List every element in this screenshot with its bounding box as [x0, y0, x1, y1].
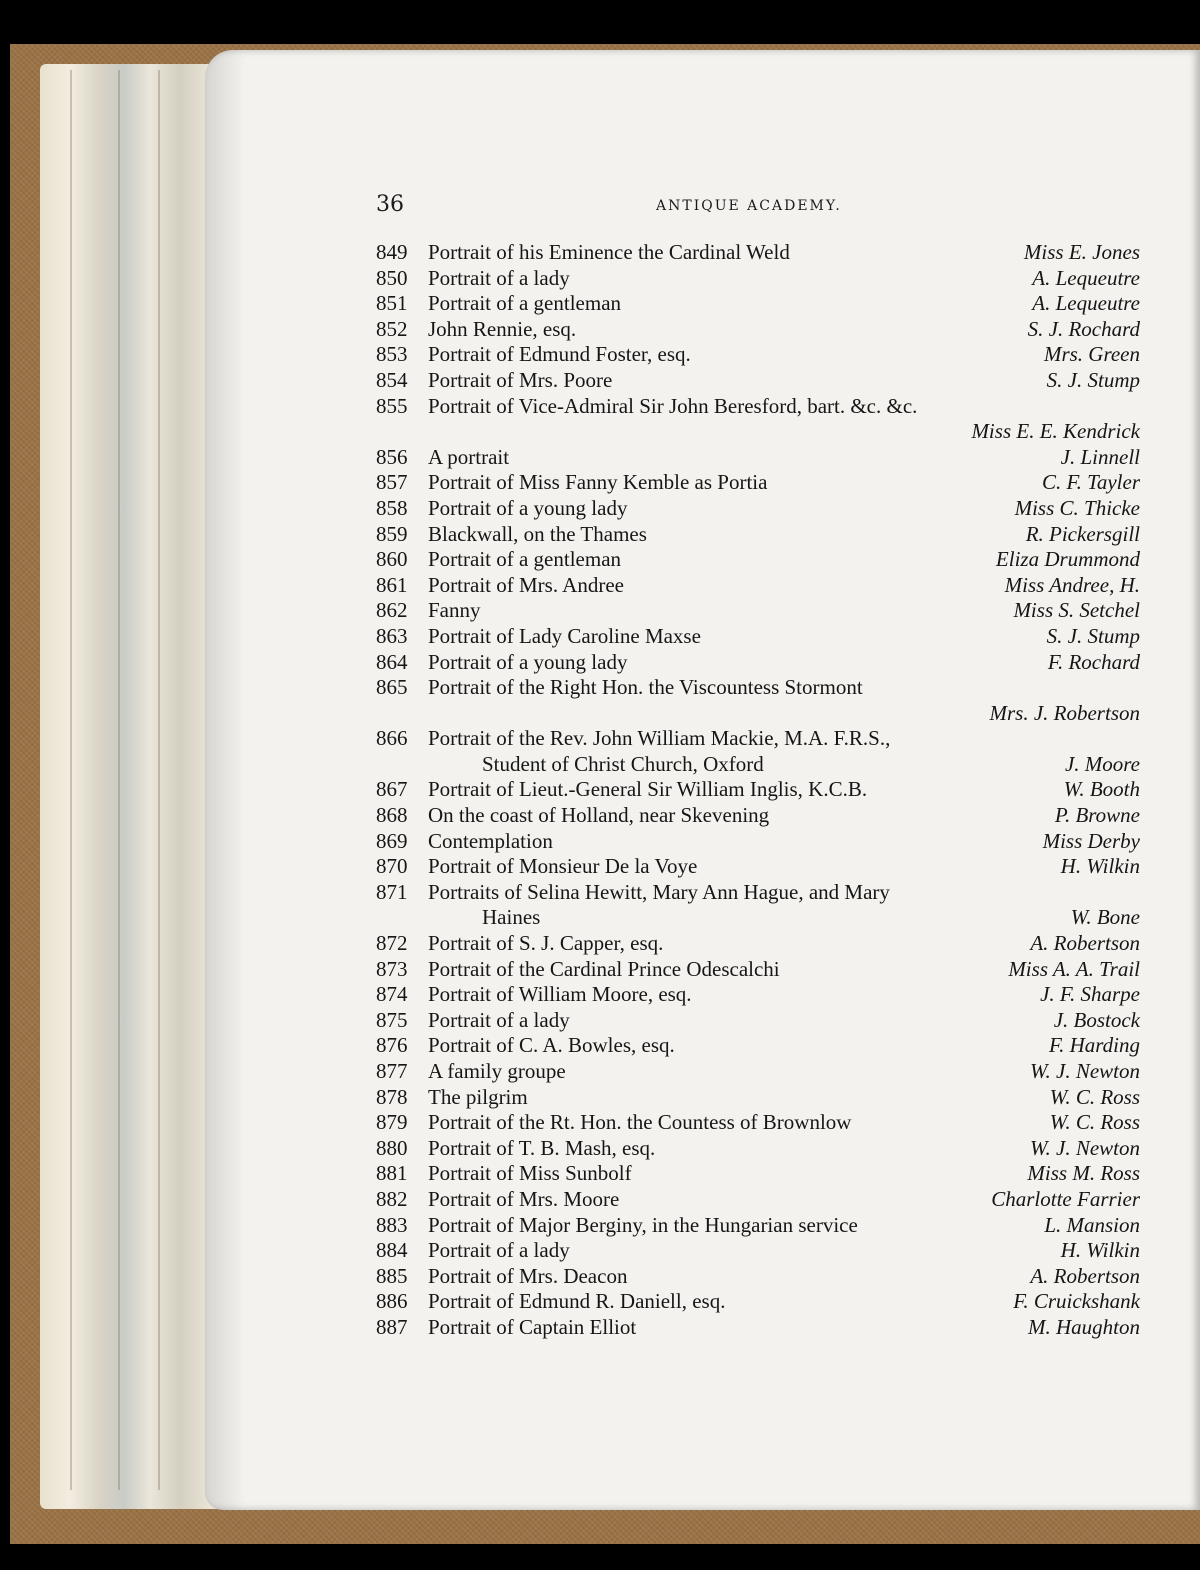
entry-title: Student of Christ Church, Oxford — [482, 751, 764, 776]
entry-number: 877 — [376, 1059, 408, 1083]
entry-number: 866 — [376, 726, 408, 751]
entry-number: 873 — [376, 956, 408, 981]
entry-number: 867 — [376, 777, 408, 802]
entry-artist: Miss A. A. Trail — [1008, 956, 1140, 981]
entry-number: 853 — [376, 342, 408, 367]
entry-artist: Eliza Drummond — [995, 547, 1140, 572]
catalogue-entry — [376, 1315, 1140, 1341]
catalogue-entry — [376, 1110, 1140, 1136]
entry-number: 871 — [376, 879, 408, 904]
entry-number: 887 — [376, 1314, 408, 1339]
entry-artist: F. Rochard — [1047, 649, 1140, 674]
entry-number: 852 — [376, 316, 408, 341]
entry-title: Portrait of Mrs. Poore — [428, 367, 613, 392]
catalogue-entry — [376, 240, 1140, 266]
page-edge-line — [70, 70, 72, 1490]
entry-number: 883 — [376, 1212, 408, 1237]
catalogue-entry — [376, 445, 1140, 471]
entry-title: John Rennie, esq. — [428, 316, 577, 341]
entry-title: Portrait of Major Berginy, in the Hungarian service — [428, 1212, 858, 1237]
entry-artist: Mrs. Green — [1043, 342, 1140, 367]
catalogue-entry — [376, 982, 1140, 1008]
entry-title: Portrait of Captain Elliot — [428, 1314, 637, 1339]
entry-number: 874 — [376, 982, 408, 1007]
entry-number: 859 — [376, 521, 408, 546]
catalogue-entry — [376, 522, 1140, 548]
entry-number: 882 — [376, 1186, 408, 1211]
entry-title: Portrait of Mrs. Moore — [428, 1186, 620, 1211]
entry-title: Portrait of Vice-Admiral Sir John Beresford, bart. &c. &c. — [428, 393, 918, 418]
catalogue-entry — [376, 394, 1140, 420]
catalogue-entry — [376, 752, 1140, 778]
entry-artist: J. F. Sharpe — [1040, 982, 1140, 1007]
entry-number: 878 — [376, 1084, 408, 1109]
entry-title: Contemplation — [428, 828, 553, 853]
entry-number: 885 — [376, 1263, 408, 1288]
catalogue-entry — [376, 726, 1140, 752]
entry-title: Portrait of the Rt. Hon. the Countess of Brownlow — [428, 1110, 852, 1135]
entry-artist: Miss E. Jones — [1023, 240, 1140, 264]
entry-artist: Charlotte Farrier — [991, 1186, 1140, 1211]
entry-title: Portrait of a gentleman — [428, 547, 622, 572]
entry-title: Portrait of a gentleman — [428, 291, 622, 316]
entry-artist: A. Lequeutre — [1032, 291, 1140, 316]
catalogue-entry — [376, 598, 1140, 624]
entry-artist: A. Robertson — [1030, 1263, 1140, 1288]
catalogue-entry — [376, 1033, 1140, 1059]
entry-title: Portrait of a lady — [428, 1238, 570, 1263]
entry-artist: W. Booth — [1063, 777, 1140, 802]
entry-artist: F. Cruickshank — [1013, 1289, 1140, 1314]
entry-artist: Mrs. J. Robertson — [989, 700, 1140, 725]
entry-title: Portrait of the Rev. John William Mackie, M.A. F.R.S., — [428, 726, 891, 751]
entry-artist: S. J. Rochard — [1027, 316, 1140, 341]
entry-artist: P. Browne — [1054, 803, 1140, 828]
catalogue-entry — [376, 777, 1140, 803]
entry-number: 856 — [376, 444, 408, 469]
catalogue-entry — [376, 931, 1140, 957]
catalogue-entry — [376, 573, 1140, 599]
entry-number: 860 — [376, 547, 408, 572]
entry-title: Portrait of Miss Sunbolf — [428, 1161, 632, 1186]
entry-number: 872 — [376, 931, 408, 956]
entry-artist: H. Wilkin — [1060, 854, 1140, 879]
catalogue-entry — [376, 650, 1140, 676]
catalogue-entry — [376, 905, 1140, 931]
entry-artist: W. C. Ross — [1049, 1110, 1140, 1135]
entry-title: A portrait — [428, 444, 510, 469]
entry-title: Portrait of C. A. Bowles, esq. — [428, 1033, 675, 1058]
entry-artist: S. J. Stump — [1046, 623, 1140, 648]
entry-number: 876 — [376, 1033, 408, 1058]
page-header — [376, 192, 1140, 222]
entry-number: 881 — [376, 1161, 408, 1186]
entry-artist: Miss S. Setchel — [1013, 598, 1140, 623]
catalogue-entry — [376, 701, 1140, 727]
entry-title: Portrait of Mrs. Andree — [428, 572, 624, 597]
entry-title: Portrait of Lady Caroline Maxse — [428, 623, 701, 648]
entry-number: 879 — [376, 1110, 408, 1135]
entry-title: Portrait of Edmund Foster, esq. — [428, 342, 691, 367]
entry-number: 870 — [376, 854, 408, 879]
entry-number: 875 — [376, 1007, 408, 1032]
catalogue-entry — [376, 1085, 1140, 1111]
entry-title: Portrait of Lieut.-General Sir William Inglis, K.C.B. — [428, 777, 868, 802]
entry-number: 886 — [376, 1289, 408, 1314]
entry-number: 869 — [376, 828, 408, 853]
entry-title: Portrait of William Moore, esq. — [428, 982, 692, 1007]
entry-artist: C. F. Tayler — [1041, 470, 1140, 495]
entry-number: 861 — [376, 572, 408, 597]
catalogue-entry — [376, 1213, 1140, 1239]
entry-title: On the coast of Holland, near Skevening — [428, 803, 770, 828]
entry-number: 864 — [376, 649, 408, 674]
entry-title: Portrait of a young lady — [428, 495, 628, 520]
catalogue-entry — [376, 829, 1140, 855]
entry-artist: Miss C. Thicke — [1014, 495, 1140, 520]
entry-number: 865 — [376, 675, 408, 700]
entry-artist: Miss E. E. Kendrick — [971, 419, 1140, 444]
entry-title: Fanny — [428, 598, 481, 623]
catalogue-entry — [376, 496, 1140, 522]
catalogue-entry — [376, 803, 1140, 829]
entry-title: Portrait of a lady — [428, 265, 570, 290]
catalogue-entry — [376, 1161, 1140, 1187]
catalogue-entry — [376, 880, 1140, 906]
entry-number: 850 — [376, 265, 408, 290]
entry-number: 855 — [376, 393, 408, 418]
entry-artist: W. C. Ross — [1049, 1084, 1140, 1109]
catalogue-entry — [376, 419, 1140, 445]
entry-artist: Miss Derby — [1042, 828, 1140, 853]
entry-artist: M. Haughton — [1028, 1314, 1140, 1339]
entry-title: A family groupe — [428, 1059, 566, 1083]
catalogue-entry — [376, 675, 1140, 701]
catalogue-entry — [376, 342, 1140, 368]
catalogue-entry — [376, 470, 1140, 496]
catalogue-entry — [376, 266, 1140, 292]
entry-number: 857 — [376, 470, 408, 495]
entry-number: 880 — [376, 1135, 408, 1160]
entry-artist: A. Lequeutre — [1032, 265, 1140, 290]
entry-number: 862 — [376, 598, 408, 623]
entry-artist: H. Wilkin — [1060, 1238, 1140, 1263]
catalogue-entry — [376, 1059, 1140, 1085]
entry-title: Portrait of Monsieur De la Voye — [428, 854, 698, 879]
entry-artist: L. Mansion — [1044, 1212, 1140, 1237]
entry-title: Portrait of S. J. Capper, esq. — [428, 931, 664, 956]
entry-artist: J. Moore — [1064, 751, 1140, 776]
entry-artist: J. Linnell — [1060, 444, 1140, 469]
entry-title: Haines — [482, 905, 541, 930]
entry-artist: W. Bone — [1070, 905, 1140, 930]
entry-number: 851 — [376, 291, 408, 316]
catalogue-entry — [376, 854, 1140, 880]
entry-title: Portrait of Mrs. Deacon — [428, 1263, 628, 1288]
entry-artist: Miss Andree, H. — [1004, 572, 1140, 597]
entry-title: Portrait of T. B. Mash, esq. — [428, 1135, 656, 1160]
catalogue-entry — [376, 1136, 1140, 1162]
entry-number: 884 — [376, 1238, 408, 1263]
entry-artist: J. Bostock — [1053, 1007, 1140, 1032]
page-edge-line — [118, 70, 120, 1490]
entry-artist: W. J. Newton — [1029, 1059, 1140, 1083]
catalogue-entry — [376, 291, 1140, 317]
entry-title: Portrait of Edmund R. Daniell, esq. — [428, 1289, 726, 1314]
entry-title: Portrait of the Cardinal Prince Odescalchi — [428, 956, 780, 981]
entry-artist: A. Robertson — [1030, 931, 1140, 956]
catalogue-entry — [376, 1264, 1140, 1290]
entry-title: Portrait of his Eminence the Cardinal Weld — [428, 240, 790, 264]
running-title: ANTIQUE ACADEMY. — [656, 198, 842, 214]
catalogue-entries — [376, 240, 1140, 1341]
entry-title: Portrait of the Right Hon. the Viscountess Stormont — [428, 675, 863, 700]
gutter-shadow — [205, 50, 245, 1510]
catalogue-entry — [376, 1008, 1140, 1034]
catalogue-entry — [376, 547, 1140, 573]
entry-artist: Miss M. Ross — [1027, 1161, 1140, 1186]
entry-artist: F. Harding — [1048, 1033, 1140, 1058]
catalogue-entry — [376, 957, 1140, 983]
catalogue-entry — [376, 1289, 1140, 1315]
entry-title: Portrait of Miss Fanny Kemble as Portia — [428, 470, 768, 495]
page-number: 36 — [376, 192, 404, 217]
entry-artist: W. J. Newton — [1029, 1135, 1140, 1160]
entry-title: Portrait of a young lady — [428, 649, 628, 674]
entry-number: 854 — [376, 367, 408, 392]
catalogue-entry — [376, 368, 1140, 394]
catalogue-entry — [376, 624, 1140, 650]
entry-title: The pilgrim — [428, 1084, 528, 1109]
entry-number: 849 — [376, 240, 408, 264]
entry-title: Blackwall, on the Thames — [428, 521, 647, 546]
entry-number: 868 — [376, 803, 408, 828]
entry-number: 858 — [376, 495, 408, 520]
entry-title: Portrait of a lady — [428, 1007, 570, 1032]
entry-title: Portraits of Selina Hewitt, Mary Ann Hague, and Mary — [428, 879, 890, 904]
entry-artist: S. J. Stump — [1046, 367, 1140, 392]
catalogue-entry — [376, 317, 1140, 343]
catalogue-entry — [376, 1238, 1140, 1264]
catalogue-entry — [376, 1187, 1140, 1213]
page-edge-line — [158, 70, 160, 1490]
entry-artist: R. Pickersgill — [1025, 521, 1140, 546]
entry-number: 863 — [376, 623, 408, 648]
